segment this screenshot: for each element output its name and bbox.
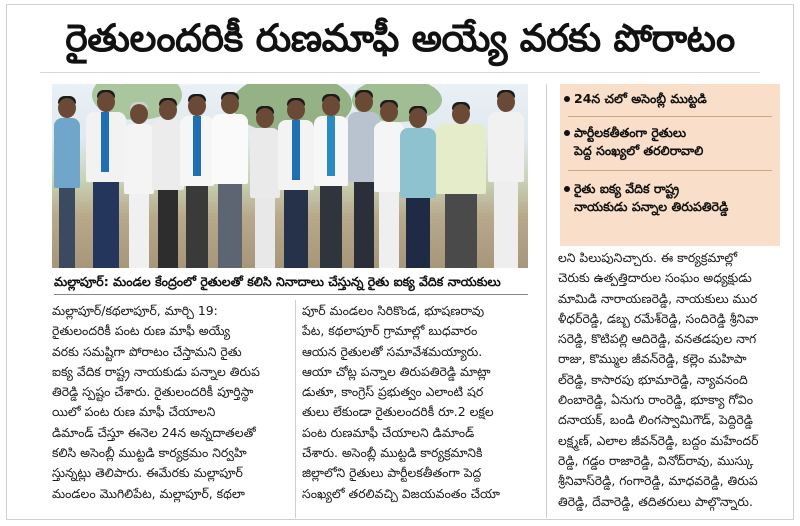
- headline-rule: [40, 72, 760, 73]
- bullet-icon: [564, 130, 570, 136]
- highlights-box: [560, 84, 780, 246]
- bullet-icon: [564, 186, 570, 192]
- news-photo: [52, 84, 528, 268]
- bullet-icon: [564, 96, 570, 102]
- caption-rule: [54, 294, 528, 295]
- highlight-item: 24న చలో అసెంబ్లీ ముట్టడి: [574, 90, 774, 108]
- column-divider: [546, 84, 547, 518]
- highlight-item: రైతు ఐక్య వేదిక రాష్ట్ర నాయకుడు పన్నాల తిరుపతిరెడ్డి: [574, 180, 774, 216]
- highlight-item: పార్టీలకతీతంగా రైతులు పెద్ద సంఖ్యలో తరలిరావాలి: [574, 124, 774, 160]
- column-divider: [295, 300, 296, 518]
- body-column-3: లని పిలుపునిచ్చారు. ఈ కార్యక్రమాల్లో చెరుకు ఉత్పత్తిదారుల సంఘం అధ్యక్షుడు మామిడి నారాయణరెడ్డి, నాయకులు ముర ళీధర్‌రెడ్డి, డబ్బ రమేశ్‌రెడ్డి, సందిరెడ్డి శ్రీనివా సరెడ్డి, కొటిపల్లి ఆదిరెడ్డి, వనతడపుల నాగ రాజు, కొమ్ముల జీవన్‌రెడ్డి, కల్లెం మహిపా ల్‌రెడ్డి, కాసారపు భూమారెడ్డి, న్యావనంది లింబారెడ్డి, ఏనుగు రాంరెడ్డి, భూక్యా గోవిం దనాయక్‌, బండి లింగస్వామిగౌడ్‌, పెద్దిరెడ్డి లక్ష్మణ్‌, ఎలాల జీవన్‌రెడ్డి, బద్దం మహేందర్‌ రెడ్డి, గడ్డం రాజారెడ్డి, వినోద్‌రావు, ముస్కు శ్రీనివాస్‌రెడ్డి, గంగారెడ్డి, మాధవరెడ్డి, తిరుప తిరెడ్డి, దేవారెడ్డి, తదితరులు పాల్గొన్నారు.: [558, 250, 759, 509]
- body-column-1: మల్లాపూర్‌/కథలాపూర్‌, మార్చి 19: రైతులందరికీ పంట రుణ మాఫీ అయ్యే వరకు సమష్టిగా పోరాటం చేస్తామని రైతు ఐక్య వేదిక రాష్ట్ర నాయకుడు పన్నాల తిరుప తిరెడ్డి స్పష్టం చేశారు. రైతులందరికీ పూర్తిస్థా యిలో పంట రుణ మాఫీ చేయాలని డిమాండ్‌ చేస్తూ ఈనెల 24న అన్నదాతలతో కలిసి అసెంబ్లీ ముట్టడి కార్యక్రమం నిర్వహి స్తున్నట్లు తెలిపారు. ఈమేరకు మల్లాపూర్‌ మండలం మొగిలిపేట, మల్లాపూర్‌, కథలా: [52, 303, 260, 501]
- headline: రైతులందరికీ రుణమాఫీ అయ్యే వరకు పోరాటం: [65, 16, 735, 60]
- body-column-2: పూర్‌ మండలం సిరికొండ, భూషణరావు పేట, కథలాపూర్‌ గ్రామాల్లో బుధవారం ఆయన రైతులతో సమావేశమయ్యారు. ఆయా చోట్ల పన్నాల తిరుపతిరెడ్డి మాట్లా డుతూ, కాంగ్రెస్‌ ప్రభుత్వం ఎలాంటి షర తులు లేకుండా రైతులందరికీ రూ.2 లక్షల పంట రుణమాఫీ చేయాలని డిమాండ్‌ చేశారు. అసెంబ్లీ ముట్టడి కార్యక్రమానికి జిల్లాలోని రైతులు పార్టీలకతీతంగా పెద్ద సంఖ్యలో తరలివచ్చి విజయవంతం చేయా: [302, 303, 500, 501]
- photo-caption: మల్లాపూర్‌: మండల కేంద్రంలో రైతులతో కలిసి నినాదాలు చేస్తున్న రైతు ఐక్య వేదిక నాయకులు: [54, 274, 501, 289]
